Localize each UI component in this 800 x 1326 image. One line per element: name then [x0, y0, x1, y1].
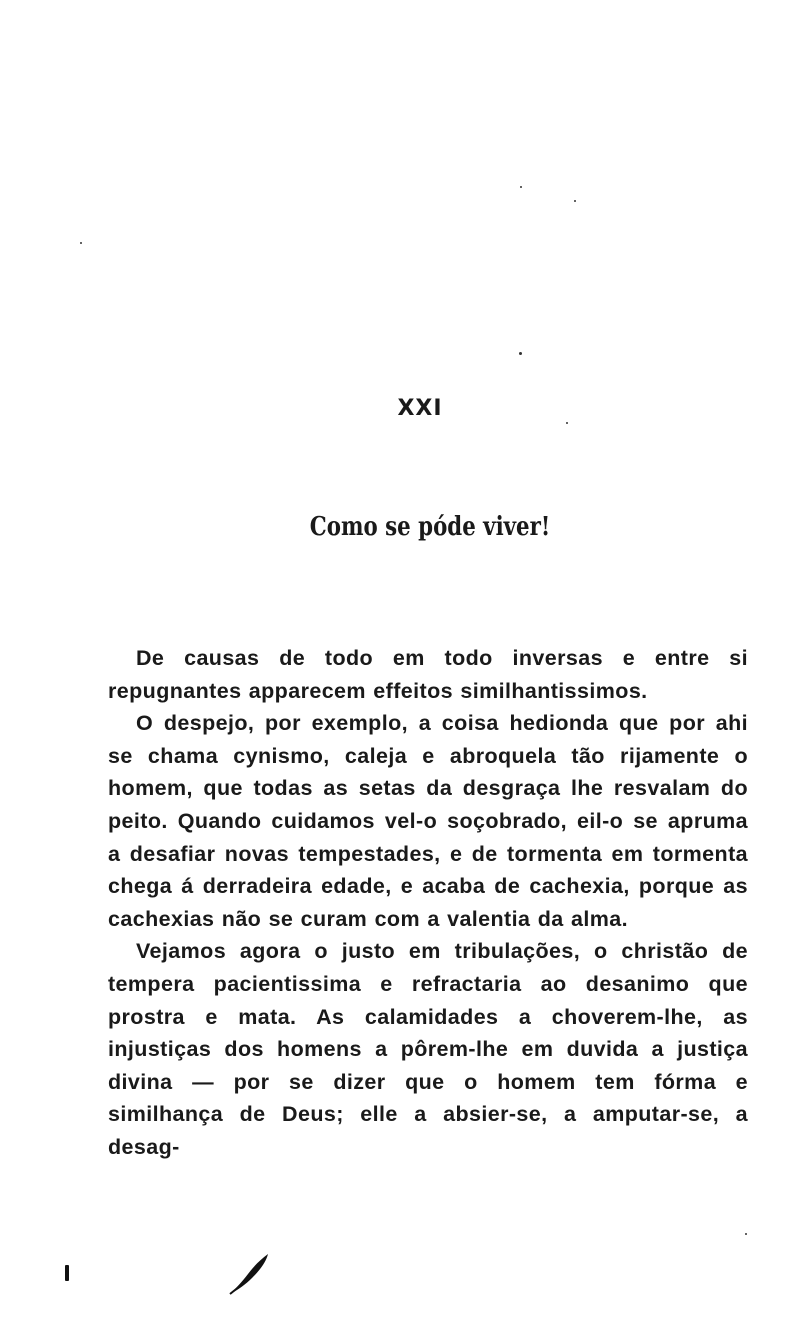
speck [566, 422, 568, 424]
speck [519, 352, 522, 355]
paragraph: O despejo, por exemplo, a coisa hedionda que por ahi se chama cynismo, caleja e abroquela tão rijamente o homem, que todas as setas da desgraça lhe resvalam do peito. Quando cuidamos vel-o soçobrado, eil-o se apruma a desafiar novas tempestades, e de tormenta em tormenta chega á derradeira edade, e acaba de cachexia, porque as cachexias não se curam com a valentia da alma. [108, 711, 748, 931]
chapter-number: XXI [397, 396, 443, 421]
quill-mark-icon [226, 1252, 272, 1296]
speck [80, 242, 82, 244]
margin-mark [65, 1265, 69, 1281]
chapter-title: Como se póde viver! [309, 512, 551, 542]
speck [574, 200, 576, 202]
body-text [108, 642, 748, 1164]
paragraph: De causas de todo em todo inversas e entre si repugnantes apparecem effeitos similhantissimos. [108, 646, 748, 703]
paragraph: Vejamos agora o justo em tribulações, o christão de tempera pacientissima e refractaria ao desanimo que prostra e mata. As calamidades a choverem-lhe, as injustiças dos homens a pôrem-lhe em duvida a justiça divina — por se dizer que o homem tem fórma e similhança de Deus; elle a absier-se, a amputar-se, a desag- [108, 939, 748, 1159]
speck [745, 1233, 747, 1235]
speck [520, 186, 522, 188]
